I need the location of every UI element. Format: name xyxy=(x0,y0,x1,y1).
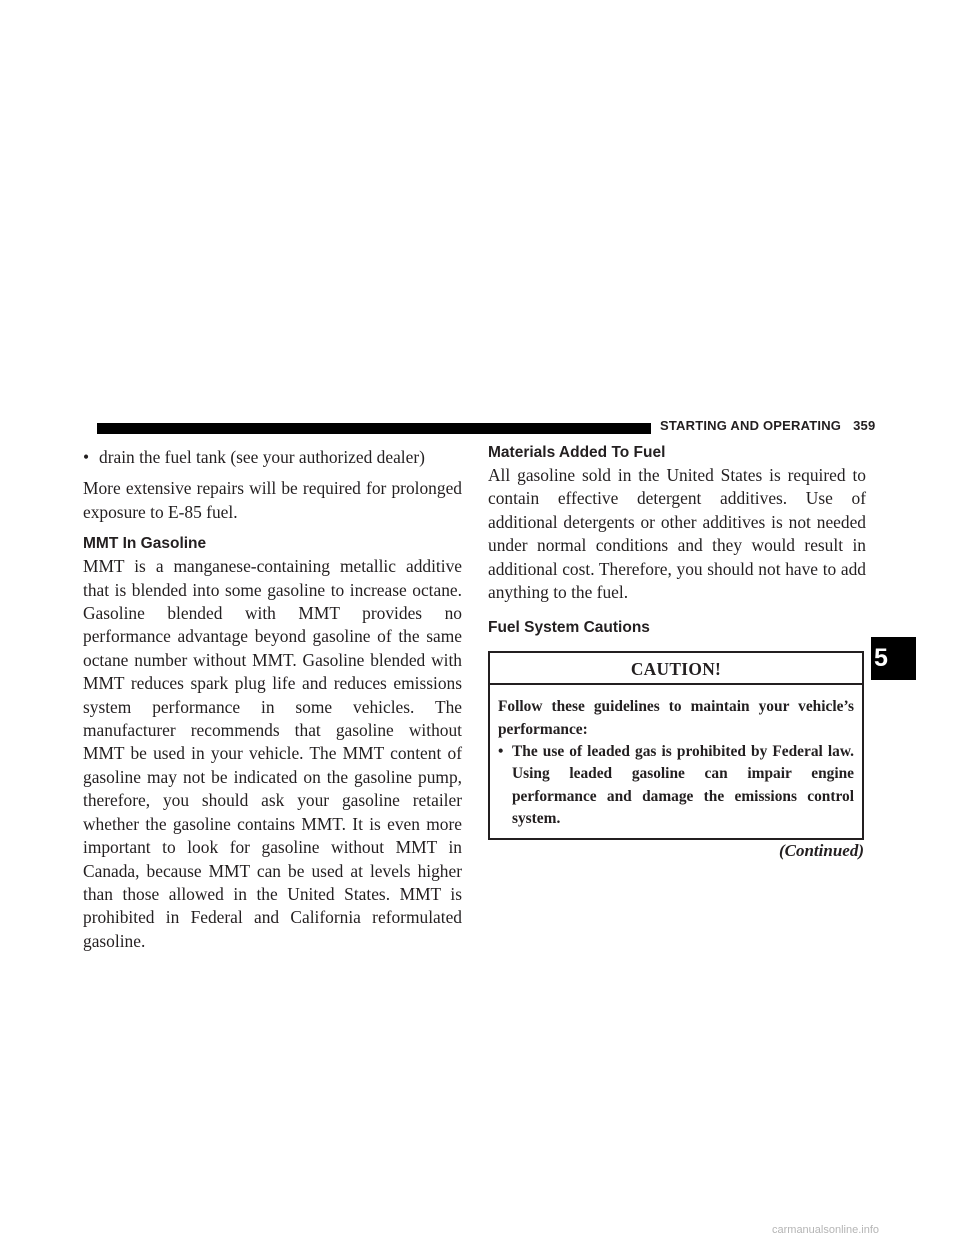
page-number: 359 xyxy=(853,418,876,433)
left-column xyxy=(83,446,462,953)
paragraph-e85: More extensive repairs will be required for prolonged exposure to E-85 fuel. xyxy=(83,478,462,522)
heading-fuel-cautions: Fuel System Cautions xyxy=(488,619,650,637)
bullet-icon: • xyxy=(83,447,90,467)
paragraph-mmt: MMT is a manganese-containing metallic additive that is blended into some gasoline to increase octane. Gasoline blended with MMT provides no performance advantage beyond gasoline of the same octane number without MMT. Gasoline blended with MMT reduces spark plug life and reduces emissions system performance in some vehicles. The manufacturer recommends that gasoline without MMT be used in your vehicle. The MMT content of gasoline may not be indicated on the gasoline pump, therefore, you should ask your gasoline retailer whether the gasoline contains MMT. It is even more important to look for gasoline without MMT in Canada, because MMT can be used at levels higher than those allowed in the United States. MMT is prohibited in Federal and California reformulated gasoline. xyxy=(83,556,462,951)
bullet-text: drain the fuel tank (see your authorized dealer) xyxy=(99,447,425,467)
continued-label: (Continued) xyxy=(778,841,864,861)
chapter-tab: 5 xyxy=(871,637,916,680)
running-header xyxy=(660,418,876,433)
list-item xyxy=(83,446,462,469)
header-rule xyxy=(97,423,651,434)
caution-bullet-text: The use of leaded gas is prohibited by Federal law. Using leaded gasoline can impair engine performance and damage the emissions control system. xyxy=(512,743,854,827)
caution-box xyxy=(488,651,864,840)
bullet-icon: • xyxy=(498,743,504,761)
heading-mmt: MMT In Gasoline xyxy=(83,535,207,553)
section-title: STARTING AND OPERATING xyxy=(660,418,842,433)
watermark: carmanualsonline.info xyxy=(772,1224,880,1236)
heading-materials: Materials Added To Fuel xyxy=(488,444,666,461)
caution-title: CAUTION! xyxy=(490,653,862,685)
caution-body xyxy=(490,685,862,838)
caution-list-item xyxy=(498,741,854,830)
paragraph-materials: All gasoline sold in the United States is required to contain effective detergent additives. Use of additional detergents or other additives is not needed under normal conditions and they would result in additional cost. Therefore, you should not have to add anything to the fuel. xyxy=(488,465,866,603)
right-column xyxy=(488,446,866,862)
caution-intro: Follow these guidelines to maintain your vehicle’s performance: xyxy=(498,698,854,738)
